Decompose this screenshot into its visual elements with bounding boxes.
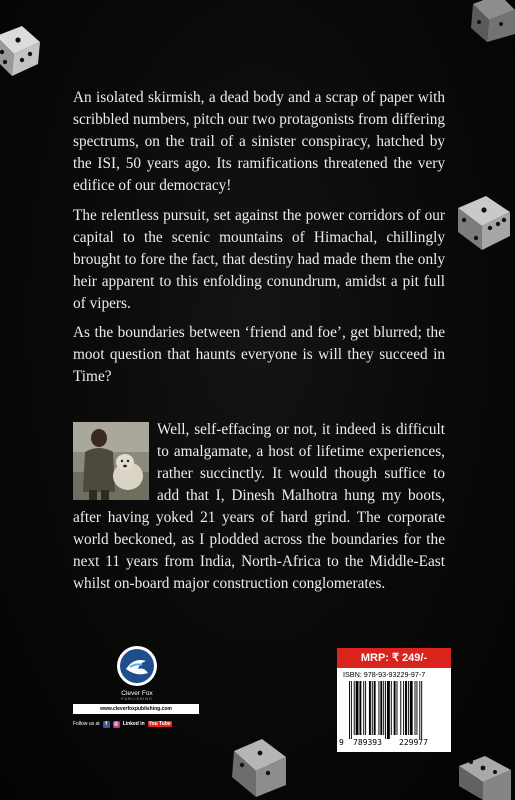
barcode-bar: [410, 681, 413, 735]
follow-label: Follow us at: [73, 721, 100, 727]
social-linkedin[interactable]: [123, 721, 145, 727]
blurb-paragraph-2: The relentless pursuit, set against the power corridors of our capital to the scenic mountains of Himachal, chillingly brought to fore the fact, that destiny had made them the only heir apparent to this enfolding conundrum, amidst a pit full of vipers.: [73, 207, 445, 312]
barcode-bar: [405, 681, 407, 735]
barcode-bar: [400, 681, 401, 735]
barcode-bar: [354, 681, 355, 735]
barcode-bar: [416, 681, 417, 735]
barcode-bar: [363, 681, 364, 735]
author-bio-text: Well, self-effacing or not, it indeed is difficult to amalgamate, a host of lifetime experiences, rather succinctly. It would though suffice to add that I, Dinesh Malhotra hung my boots, after having yoked 21 years of hard grind. The corporate world beckoned, as I plodded across the boundaries for the next 11 years from India, North-Africa to the Middle-East whilst on-board major construction conglomerates.: [73, 421, 445, 592]
social-instagram[interactable]: [113, 721, 120, 728]
barcode-box: [337, 648, 451, 752]
barcode-bar: [349, 681, 350, 739]
isbn-text: ISBN: 978-93-93229-97-7: [343, 670, 426, 679]
youtube-icon: You Tube: [148, 721, 171, 727]
blurb-paragraph-3: As the boundaries between ‘friend and foe’, get blurred; the moot question that haunts everyone is will they succeed in Time?: [73, 324, 445, 385]
linkedin-icon: Linked in: [122, 721, 145, 727]
barcode-bar: [385, 681, 386, 739]
barcode-bar: [408, 681, 409, 735]
barcode-bar: [372, 681, 373, 735]
mrp-label: MRP: ₹ 249/-: [337, 648, 451, 668]
barcode-bar: [391, 681, 392, 735]
barcode-bar: [374, 681, 376, 735]
publisher-block: [73, 645, 199, 755]
publisher-website[interactable]: www.cleverfoxpublishing.com: [73, 704, 199, 714]
publisher-subname: PUBLISHING: [121, 697, 153, 701]
barcode-digit-first: 9: [339, 738, 344, 747]
dice-icon: [465, 0, 515, 44]
social-youtube[interactable]: [148, 721, 172, 727]
blurb-paragraph-1: An isolated skirmish, a dead body and a scrap of paper with scribbled numbers, pitch our two protagonists from differing spectrums, on the trail of a sinister conspiracy, hatched by the ISI, 50 years ago. Its ramifications threatened the very edifice of our democracy!: [73, 89, 445, 194]
barcode-digits-group2: 229977: [399, 738, 428, 747]
barcode-bar: [378, 681, 379, 735]
fox-logo-icon: [116, 645, 158, 687]
barcode: [347, 681, 447, 739]
barcode-bar: [397, 681, 398, 735]
barcode-bar: [383, 681, 384, 735]
barcode-bar: [380, 681, 382, 735]
dice-icon: [228, 735, 290, 797]
barcode-bar: [369, 681, 371, 735]
barcode-bar: [403, 681, 404, 735]
social-row: [73, 717, 199, 731]
barcode-bar: [419, 681, 420, 739]
barcode-bar: [359, 681, 361, 735]
barcode-bar: [365, 681, 366, 735]
facebook-icon: f: [103, 721, 110, 728]
publisher-name: Clever Fox: [121, 690, 153, 697]
author-bio: [73, 419, 445, 595]
dice-icon: [455, 752, 515, 800]
instagram-icon: ◎: [114, 720, 119, 727]
barcode-bar: [351, 681, 352, 739]
barcode-digits-group1: 789393: [353, 738, 382, 747]
dice-icon: [452, 188, 515, 254]
barcode-bar: [415, 681, 416, 735]
barcode-bar: [387, 681, 390, 739]
barcode-bar: [394, 681, 396, 735]
social-facebook[interactable]: [103, 721, 110, 728]
barcode-bar: [356, 681, 359, 735]
barcode-bar: [421, 681, 422, 739]
dice-icon: [0, 22, 44, 78]
